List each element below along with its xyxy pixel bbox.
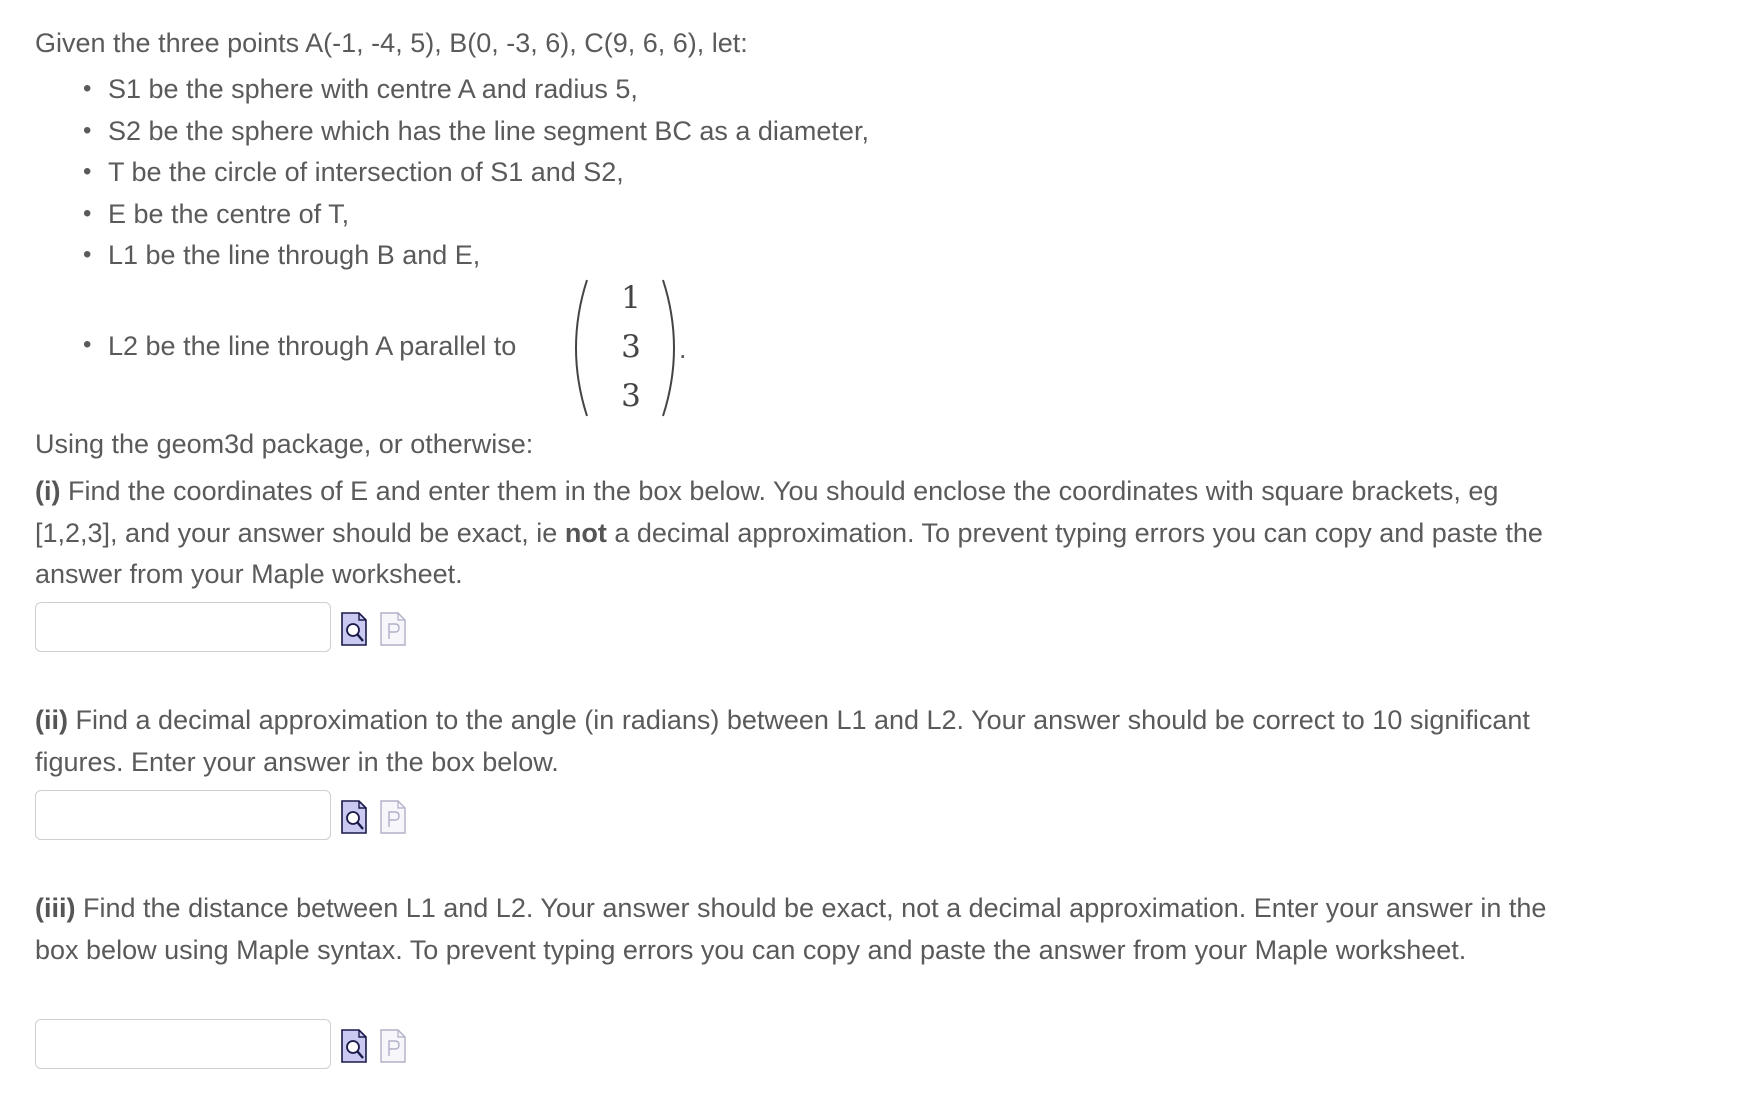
part-ii-body: Find a decimal approximation to the angle (in radians) between L1 and L2. Your answer should be correct to 10 significant figures. Enter your answer in the box below. <box>35 705 1530 777</box>
definition-l2 <box>35 278 835 418</box>
part-iii-answer-row <box>35 1019 455 1071</box>
part-i-answer-row <box>35 602 455 654</box>
definition-s1: • S1 be the sphere with centre A and radius 5, <box>35 72 869 114</box>
maple-syntax-document-icon[interactable] <box>380 1029 406 1063</box>
definition-e: • E be the centre of T, <box>35 197 869 239</box>
part-i-text-before: Find the coordinates of E and enter them in the box below. You should enclose the coordinates with square brackets, eg [1,2,3], and your answer should be exact, ie <box>35 476 1499 548</box>
bullet-dot: • <box>83 331 92 358</box>
part-ii-label: (ii) <box>35 705 68 735</box>
preview-magnifier-icon[interactable] <box>341 1029 367 1063</box>
maple-syntax-document-icon[interactable] <box>380 612 406 646</box>
direction-vector <box>565 278 695 418</box>
part-ii-answer-row <box>35 790 455 842</box>
part-ii-text <box>35 700 1555 783</box>
vector-entry-z: 3 <box>621 378 641 414</box>
definition-t: • T be the circle of intersection of S1 and S2, <box>35 155 869 197</box>
part-iii-body: Find the distance between L1 and L2. Your answer should be exact, not a decimal approximation. Enter your answer in the box below using Maple syntax. To prevent typing errors you can copy and paste the answer from your Maple worksheet. <box>35 893 1547 965</box>
part-i-answer-input[interactable] <box>35 602 331 652</box>
part-i-emphasis: not <box>564 517 607 548</box>
preview-magnifier-icon[interactable] <box>341 612 367 646</box>
vector-entry-x: 1 <box>621 280 641 316</box>
vector-period: . <box>679 334 687 364</box>
question-intro: Given the three points A(-1, -4, 5), B(0, -3, 6), C(9, 6, 6), let: <box>35 28 748 58</box>
vector-entry-y: 3 <box>621 329 641 365</box>
maple-syntax-document-icon[interactable] <box>380 800 406 834</box>
preview-magnifier-icon[interactable] <box>341 800 367 834</box>
part-iii-answer-input[interactable] <box>35 1019 331 1069</box>
part-ii-answer-input[interactable] <box>35 790 331 840</box>
definition-l1: • L1 be the line through B and E, <box>35 238 869 280</box>
part-iii-label: (iii) <box>35 893 76 923</box>
instruction-text: Using the geom3d package, or otherwise: <box>35 429 534 459</box>
definition-l2-text: L2 be the line through A parallel to <box>108 331 517 361</box>
definition-s2: • S2 be the sphere which has the line segment BC as a diameter, <box>35 114 869 156</box>
part-i-label: (i) <box>35 476 61 506</box>
part-iii-text <box>35 888 1555 971</box>
part-i-text <box>35 471 1555 596</box>
part-i-text-after: a decimal approximation. To prevent typing errors you can copy and paste the answer from your Maple worksheet. <box>35 517 1543 589</box>
definition-list <box>35 72 869 280</box>
